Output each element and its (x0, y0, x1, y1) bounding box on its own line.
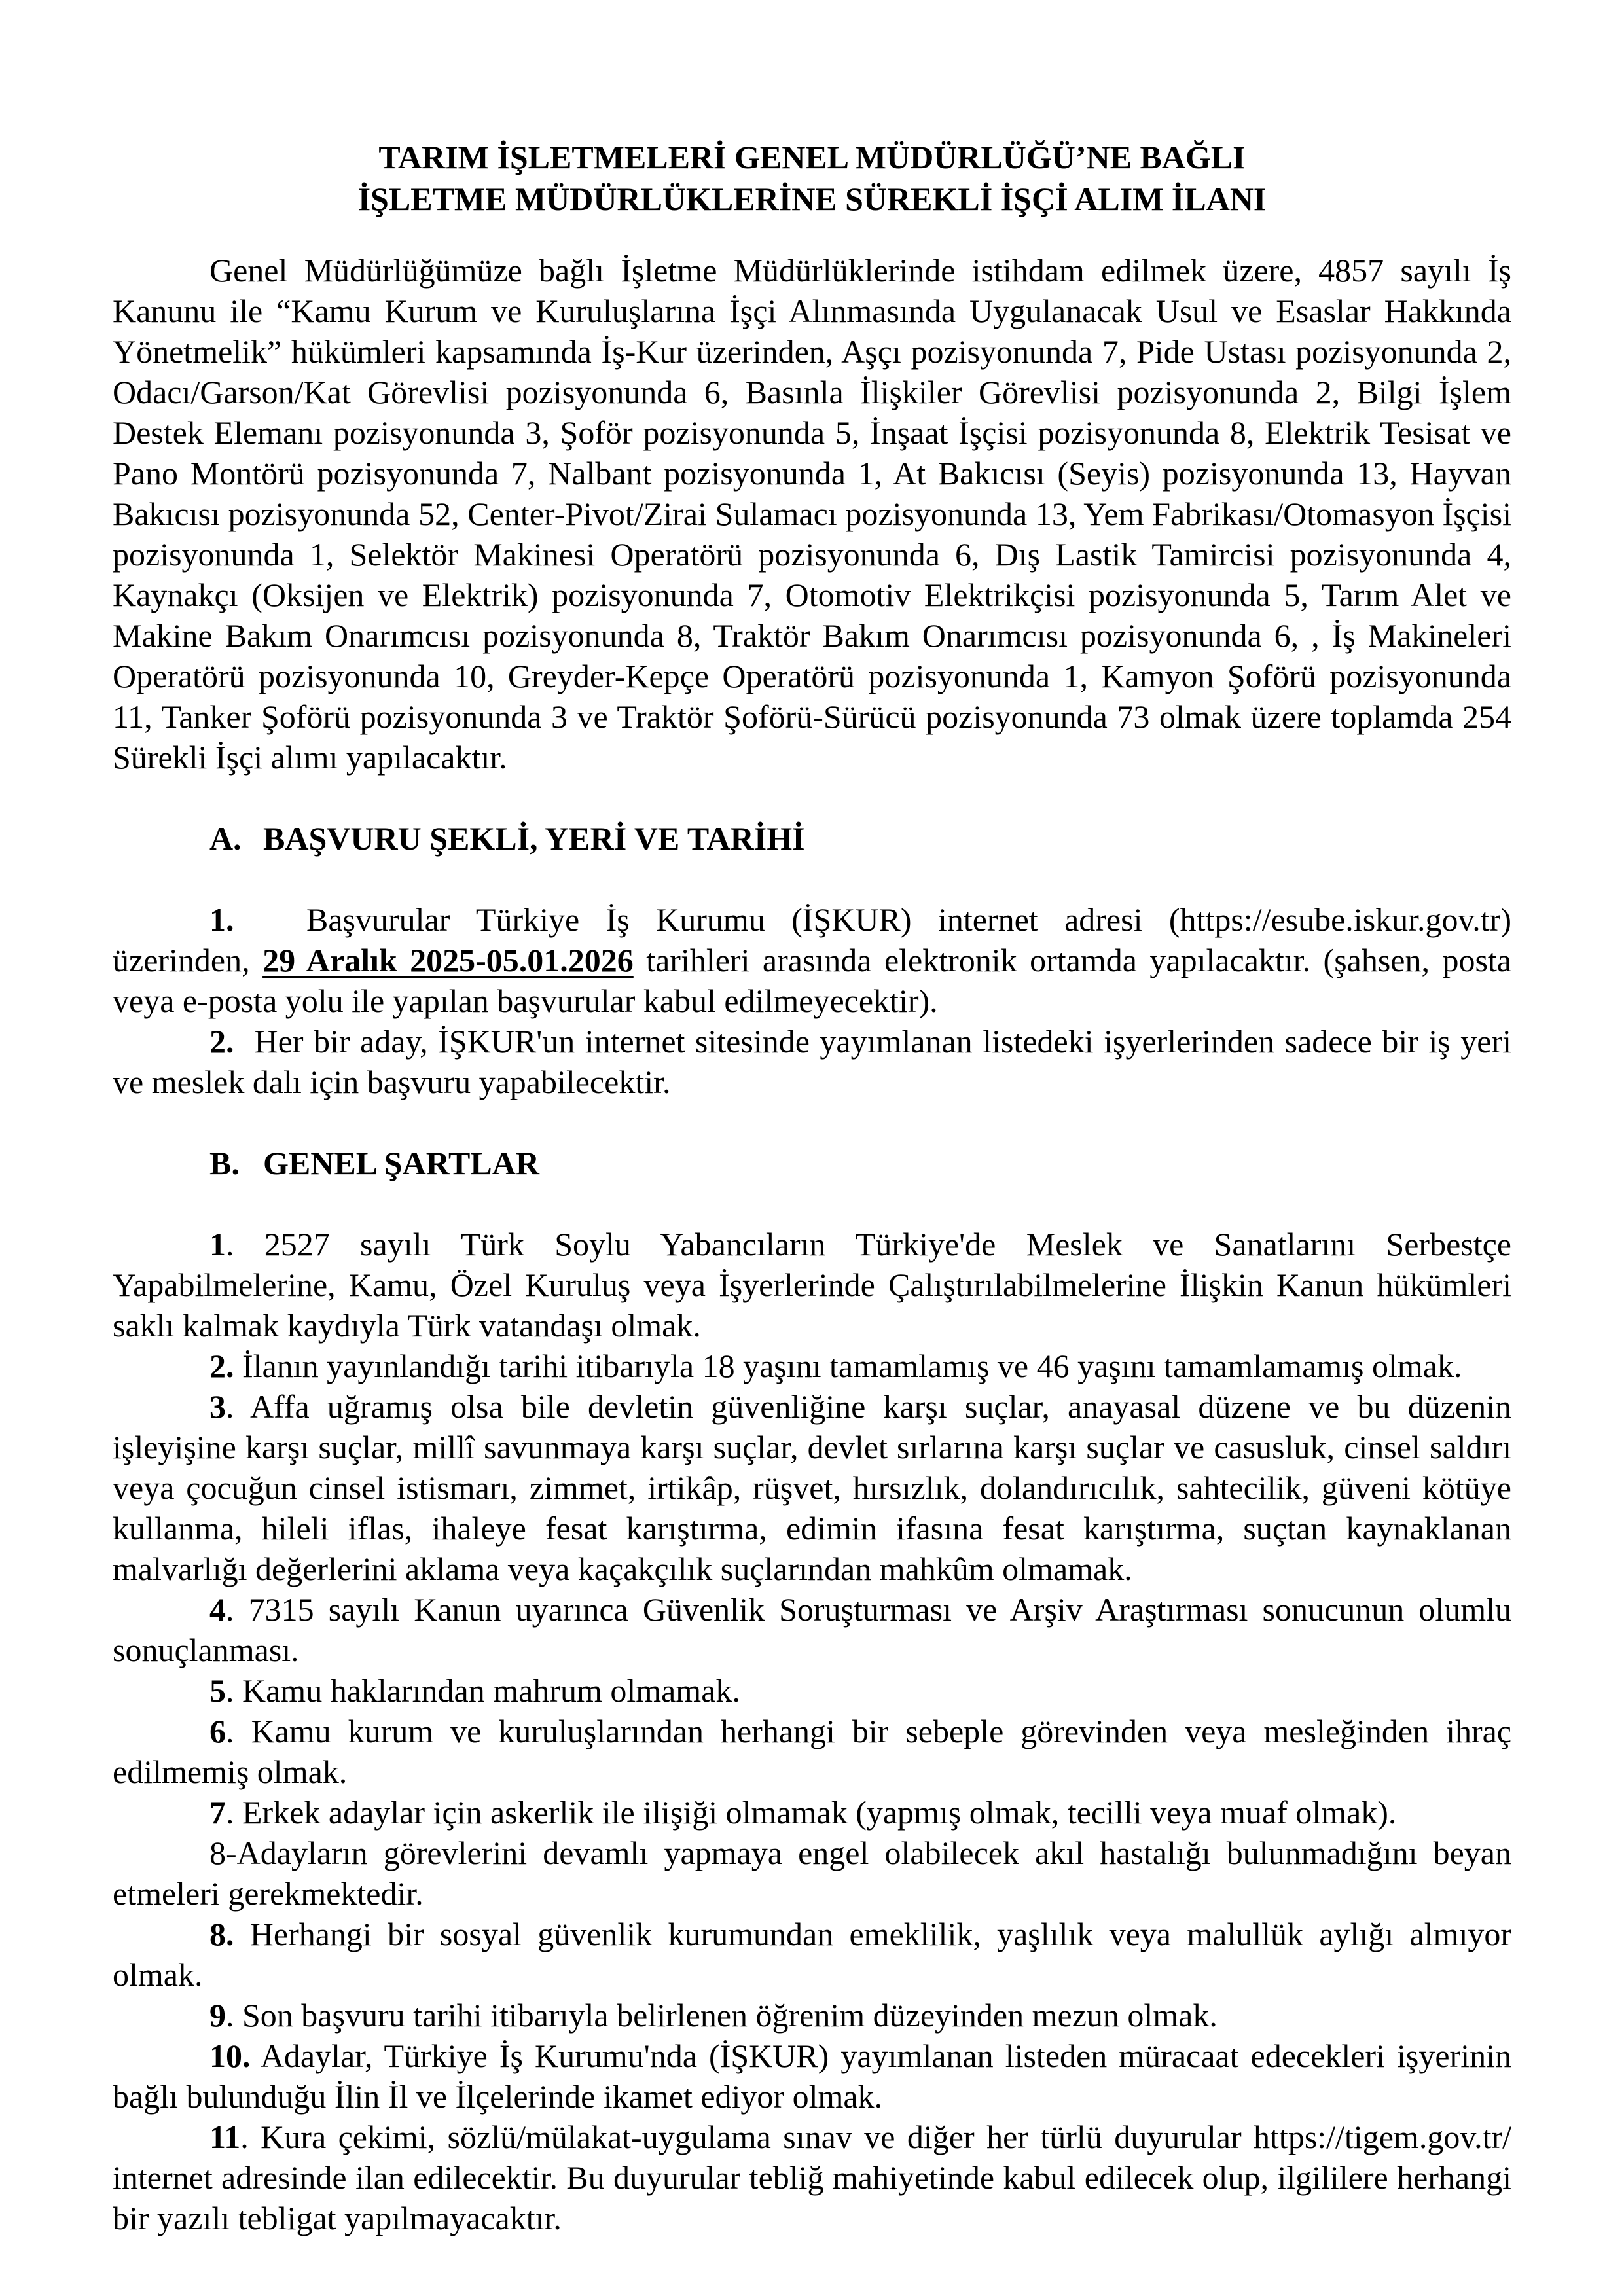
section-b-item-2: 2. İlanın yayınlandığı tarihi itibarıyla 18 yaşını tamamlamış ve 46 yaşını tamamlamamış olmak. (209, 1348, 1462, 1384)
section-b-item-9: 9. Son başvuru tarihi itibarıyla belirlenen öğrenim düzeyinden mezun olmak. (209, 1997, 1218, 2034)
section-a-heading-text: BAŞVURU ŞEKLİ, YERİ VE TARİHİ (263, 820, 805, 857)
document-title (113, 136, 1511, 220)
section-a-item-2: 2. Her bir aday, İŞKUR'un internet sitesinde yayımlanan listedeki işyerlerinden sadece bir iş yeri ve meslek dalı için başvuru yapabilecektir. (113, 1023, 1511, 1100)
section-b-item-5: 5. Kamu haklarından mahrum olmamak. (209, 1672, 740, 1709)
section-b-item-1: 1. 2527 sayılı Türk Soylu Yabancıların Türkiye'de Meslek ve Sanatlarını Serbestçe Yapabilmelerine, Kamu, Özel Kuruluş veya İşyerlerinde Çalıştırılabilmelerine İlişkin Kanun hükümleri saklı kalmak kaydıyla Türk vatandaşı olmak. (113, 1226, 1511, 1344)
intro-paragraph: Genel Müdürlüğümüze bağlı İşletme Müdürlüklerinde istihdam edilmek üzere, 4857 sayılı İş Kanunu ile “Kamu Kurum ve Kuruluşlarına İşçi Alınmasında Uygulanacak Usul ve Esaslar Hakkında Yönetmelik” hükümleri kapsamında İş-Kur üzerinden, Aşçı pozisyonunda 7, Pide Ustası pozisyonunda 2, Odacı/Garson/Kat Görevlisi pozisyonunda 6, Basınla İlişkiler Görevlisi pozisyonunda 2, Bilgi İşlem Destek Elemanı pozisyonunda 3, Şoför pozisyonunda 5, İnşaat İşçisi pozisyonunda 8, Elektrik Tesisat ve Pano Montörü pozisyonunda 7, Nalbant pozisyonunda 1, At Bakıcısı (Seyis) pozisyonunda 13, Hayvan Bakıcısı pozisyonunda 52, Center-Pivot/Zirai Sulamacı pozisyonunda 13, Yem Fabrikası/Otomasyon İşçisi pozisyonunda 1, Selektör Makinesi Operatörü pozisyonunda 6, Dış Lastik Tamircisi pozisyonunda 4, Kaynakçı (Oksijen ve Elektrik) pozisyonunda 7, Otomotiv Elektrikçisi pozisyonunda 5, Tarım Alet ve Makine Bakım Onarımcısı pozisyonunda 8, Traktör Bakım Onarımcısı pozisyonunda 6, , İş Makineleri Operatörü pozisyonunda 10, Greyder-Kepçe Operatörü pozisyonunda 1, Kamyon Şoförü pozisyonunda 11, Tanker Şoförü pozisyonunda 3 ve Traktör Şoförü-Sürücü pozisyonunda 73 olmak üzere toplamda 254 Sürekli İşçi alımı yapılacaktır. (113, 252, 1511, 776)
section-b-letter: B. (209, 1145, 240, 1181)
section-b-item-3: 3. Affa uğramış olsa bile devletin güvenliğine karşı suçlar, anayasal düzene ve bu düzenin işleyişine karşı suçlar, millî savunmaya karşı suçlar, devlet sırlarına karşı suçlar ve casusluk, cinsel saldırı veya çocuğun cinsel istismarı, zimmet, irtikâp, rüşvet, hırsızlık, dolandırıcılık, sahtecilik, güveni kötüye kullanma, hileli iflas, ihaleye fesat karıştırma, edimin ifasına fesat karıştırma, suçtan kaynaklanan malvarlığı değerlerini aklama veya kaçakçılık suçlarından mahkûm olmamak. (113, 1388, 1511, 1587)
section-b-item-8-dash: 8-Adayların görevlerini devamlı yapmaya engel olabilecek akıl hastalığı bulunmadığını beyan etmeleri gerekmektedir. (113, 1835, 1511, 1912)
section-b-item-10: 10. Adaylar, Türkiye İş Kurumu'nda (İŞKUR) yayımlanan listeden müracaat edecekleri işyerinin bağlı bulunduğu İlin İl ve İlçelerinde ikamet ediyor olmak. (113, 2037, 1511, 2115)
section-b-item-4: 4. 7315 sayılı Kanun uyarınca Güvenlik Soruşturması ve Arşiv Araştırması sonucunun olumlu sonuçlanması. (113, 1591, 1511, 1668)
document-title-line-2: İŞLETME MÜDÜRLÜKLERİNE SÜREKLİ İŞÇİ ALIM İLANI (357, 181, 1267, 217)
section-b-item-8: 8. Herhangi bir sosyal güvenlik kurumundan emeklilik, yaşlılık veya malullük aylığı almıyor olmak. (113, 1916, 1511, 1993)
section-a-heading (113, 818, 1511, 859)
section-b-item-11: 11. Kura çekimi, sözlü/mülakat-uygulama sınav ve diğer her türlü duyurular https://tigem.gov.tr/ internet adresinde ilan edilecektir. Bu duyurular tebliğ mahiyetinde kabul edilecek olup, ilgililere herhangi bir yazılı tebligat yapılmayacaktır. (113, 2119, 1511, 2236)
document-title-line-1: TARIM İŞLETMELERİ GENEL MÜDÜRLÜĞÜ’NE BAĞLI (378, 139, 1246, 175)
section-b-item-6: 6. Kamu kurum ve kuruluşlarından herhangi bir sebeple görevinden veya mesleğinden ihraç edilmemiş olmak. (113, 1713, 1511, 1790)
section-b-heading (113, 1143, 1511, 1183)
section-b-heading-text: GENEL ŞARTLAR (263, 1145, 539, 1181)
section-a-item-1: 1. Başvurular Türkiye İş Kurumu (İŞKUR) internet adresi (https://esube.iskur.gov.tr) üzerinden, 29 Aralık 2025-05.01.2026 tarihleri arasında elektronik ortamda yapılacaktır. (şahsen, posta veya e-posta yolu ile yapılan başvurular kabul edilmeyecektir). (113, 901, 1511, 1019)
section-a-letter: A. (209, 820, 242, 857)
section-b-item-7: 7. Erkek adaylar için askerlik ile ilişiği olmamak (yapmış olmak, tecilli veya muaf olmak). (209, 1794, 1397, 1831)
